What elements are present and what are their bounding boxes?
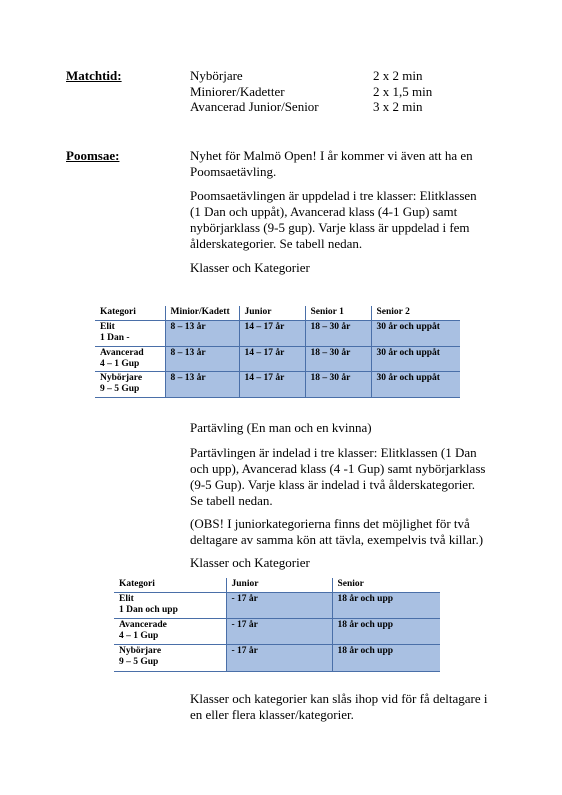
table-category-cell — [114, 592, 226, 618]
table-category-cell — [95, 320, 165, 346]
table-row — [114, 644, 440, 671]
pair-description — [190, 445, 485, 509]
category-name: Elit — [119, 593, 134, 604]
poomsae-intro — [190, 148, 473, 180]
matchtid-category-1: Nybörjare — [190, 68, 243, 83]
table-header-row — [114, 578, 440, 592]
table-cell: 14 – 17 år — [239, 320, 305, 346]
table-cell: 30 år och uppåt — [371, 346, 460, 371]
table-header-cell: Senior 1 — [305, 306, 371, 320]
table-header-cell: Senior — [332, 578, 440, 592]
poomsae-label: Poomsae: — [66, 148, 120, 163]
closing-note — [190, 691, 487, 723]
table-header-cell: Kategori — [114, 578, 226, 592]
matchtid-time-3: 3 x 2 min — [373, 99, 423, 114]
category-grade: 9 – 5 Gup — [100, 383, 140, 394]
table-category-cell — [114, 644, 226, 671]
matchtid-category-3: Avancerad Junior/Senior — [190, 99, 319, 114]
table-row — [95, 371, 460, 397]
poomsae-description-line: ålderskategorier. Se tabell nedan. — [190, 236, 363, 251]
category-name: Avancerade — [119, 619, 167, 630]
table-cell: 18 år och upp — [332, 592, 440, 618]
closing-note-line: Klasser och kategorier kan slås ihop vid för få deltagare i — [190, 691, 488, 706]
table-cell: 8 – 13 år — [165, 346, 239, 371]
closing-note-line: en eller flera klasser/kategorier. — [190, 707, 354, 722]
poomsae-description — [190, 188, 477, 252]
matchtid-time-2: 2 x 1,5 min — [373, 84, 433, 99]
table-cell: 30 år och uppåt — [371, 320, 460, 346]
pair-description-line: Se tabell nedan. — [190, 493, 273, 508]
matchtid-label: Matchtid: — [66, 68, 122, 83]
table-row — [114, 618, 440, 644]
obs-note — [190, 516, 483, 548]
table-cell: - 17 år — [226, 618, 332, 644]
poomsae-description-line: nybörjarklass (9-5 gup). Varje klass är uppdelad i fem — [190, 220, 470, 235]
table-cell: 18 – 30 år — [305, 320, 371, 346]
table-category-cell — [95, 371, 165, 397]
pair-description-line: (9-5 Gup). Varje klass är indelad i två ålderskategorier. — [190, 477, 475, 492]
table-header-cell: Kategori — [95, 306, 165, 320]
poomsae-class-table — [95, 306, 460, 398]
category-grade: 4 – 1 Gup — [100, 358, 140, 369]
table-cell: 8 – 13 år — [165, 371, 239, 397]
pair-class-table — [114, 578, 440, 672]
category-grade: 1 Dan - — [100, 332, 130, 343]
poomsae-description-line: (1 Dan och uppåt), Avancerad klass (4-1 Gup) samt — [190, 204, 458, 219]
table-cell: - 17 år — [226, 592, 332, 618]
table1-title: Klasser och Kategorier — [190, 260, 310, 275]
table-category-cell — [95, 346, 165, 371]
table-header-cell: Senior 2 — [371, 306, 460, 320]
poomsae-description-line: Poomsaetävlingen är uppdelad i tre klasser: Elitklassen — [190, 188, 477, 203]
table-cell: 14 – 17 år — [239, 346, 305, 371]
category-grade: 4 – 1 Gup — [119, 630, 159, 641]
pair-description-line: och upp), Avancerad klass (4 -1 Gup) samt nybörjarklass — [190, 461, 486, 476]
table2-title: Klasser och Kategorier — [190, 555, 310, 570]
category-name: Avancerad — [100, 347, 144, 358]
table-cell: 18 – 30 år — [305, 346, 371, 371]
table-row — [114, 592, 440, 618]
table-header-cell: Junior — [239, 306, 305, 320]
poomsae-intro-line: Poomsaetävling. — [190, 164, 277, 179]
table-cell: 18 år och upp — [332, 618, 440, 644]
obs-note-line: deltagare av samma kön att tävla, exempelvis två killar.) — [190, 532, 484, 547]
category-name: Nybörjare — [100, 372, 143, 383]
obs-note-line: (OBS! I juniorkategorierna finns det möjlighet för två — [190, 516, 470, 531]
table-cell: 18 år och upp — [332, 644, 440, 671]
table-cell: 18 – 30 år — [305, 371, 371, 397]
table-header-cell: Minior/Kadett — [165, 306, 239, 320]
poomsae-intro-line: Nyhet för Malmö Open! I år kommer vi även att ha en — [190, 148, 473, 163]
table-cell: - 17 år — [226, 644, 332, 671]
matchtid-time-1: 2 x 2 min — [373, 68, 423, 83]
category-name: Nybörjare — [119, 645, 162, 656]
category-name: Elit — [100, 321, 115, 332]
pair-title: Partävling (En man och en kvinna) — [190, 420, 372, 435]
table-header-cell: Junior — [226, 578, 332, 592]
table-cell: 30 år och uppåt — [371, 371, 460, 397]
table-row — [95, 346, 460, 371]
category-grade: 9 – 5 Gup — [119, 656, 159, 667]
table-cell: 8 – 13 år — [165, 320, 239, 346]
table-header-row — [95, 306, 460, 320]
table-cell: 14 – 17 år — [239, 371, 305, 397]
table-row — [95, 320, 460, 346]
matchtid-category-2: Miniorer/Kadetter — [190, 84, 285, 99]
table-category-cell — [114, 618, 226, 644]
category-grade: 1 Dan och upp — [119, 604, 178, 615]
pair-description-line: Partävlingen är indelad i tre klasser: Elitklassen (1 Dan — [190, 445, 477, 460]
